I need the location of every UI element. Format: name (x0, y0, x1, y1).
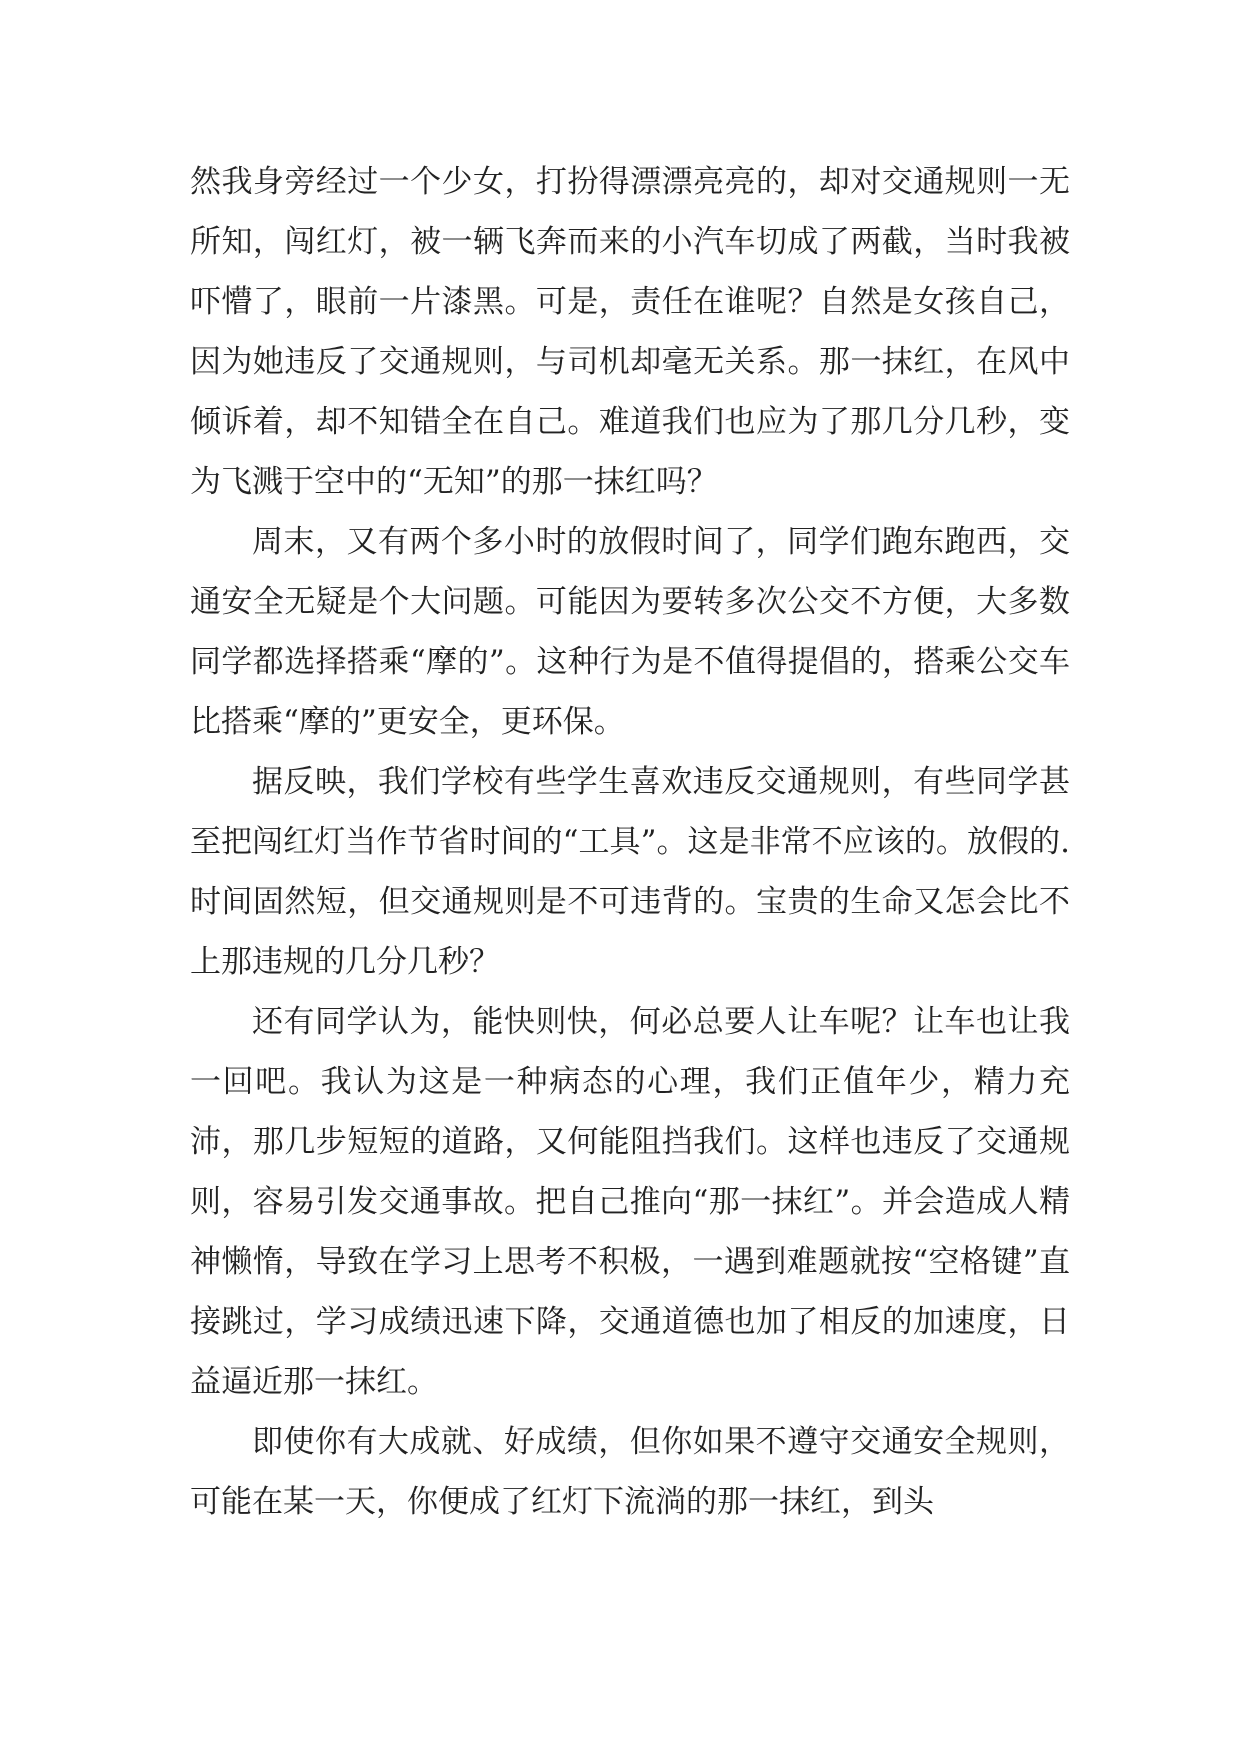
paragraph-2: 周末，又有两个多小时的放假时间了，同学们跑东跑西，交通安全无疑是个大问题。可能因为要转多次公交不方便，大多数同学都选择搭乘“摩的”。这种行为是不值得提倡的，搭乘公交车比搭乘“摩的”更安全，更环保。 (190, 524, 1070, 740)
paragraph-5: 即使你有大成就、好成绩，但你如果不遵守交通安全规则，可能在某一天，你便成了红灯下流淌的那一抹红，到头 (190, 1424, 1070, 1520)
paragraph-1: 然我身旁经过一个少女，打扮得漂漂亮亮的，却对交通规则一无所知，闯红灯，被一辆飞奔而来的小汽车切成了两截，当时我被吓懵了，眼前一片漆黑。可是，责任在谁呢？自然是女孩自己，因为她违反了交通规则，与司机却毫无关系。那一抹红，在风中倾诉着，却不知错全在自己。难道我们也应为了那几分几秒，变为飞溅于空中的“无知”的那一抹红吗？ (190, 164, 1070, 500)
document-body (190, 152, 1070, 1532)
paragraph-3: 据反映，我们学校有些学生喜欢违反交通规则，有些同学甚至把闯红灯当作节省时间的“工具”。这是非常不应该的。放假的.时间固然短，但交通规则是不可违背的。宝贵的生命又怎会比不上那违规的几分几秒？ (190, 764, 1070, 980)
paragraph-4: 还有同学认为，能快则快，何必总要人让车呢？让车也让我一回吧。我认为这是一种病态的心理，我们正值年少，精力充沛，那几步短短的道路，又何能阻挡我们。这样也违反了交通规则，容易引发交通事故。把自己推向“那一抹红”。并会造成人精神懒惰，导致在学习上思考不积极，一遇到难题就按“空格键”直接跳过，学习成绩迅速下降，交通道德也加了相反的加速度，日益逼近那一抹红。 (190, 1004, 1070, 1400)
